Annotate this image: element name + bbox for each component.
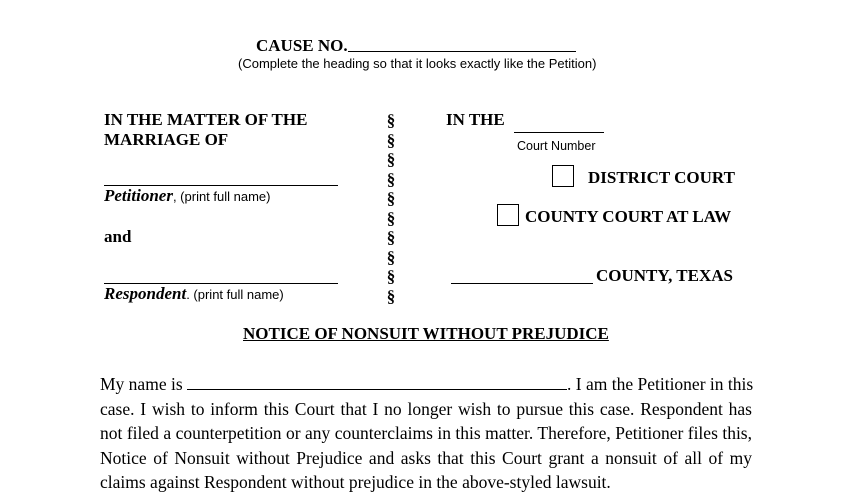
respondent-label-row (104, 284, 284, 304)
county-texas-label: COUNTY, TEXAS (596, 266, 733, 285)
notice-title: NOTICE OF NONSUIT WITHOUT PREJUDICE (243, 324, 609, 343)
notice-body-text: case. I wish to inform this Court that I no longer wish to pursue this case. Respondent has not filed a counterpetition or any counterclaims in this matter. Therefore, Petitioner files this, Notice of Nonsuit without Prejudice and asks that this Court grant a nonsuit of all of my claims against Respondent without prejudice in the above-styled lawsuit. (100, 398, 752, 492)
notice-body (100, 372, 752, 495)
district-court-label: DISTRICT COURT (588, 168, 735, 187)
in-the-label: IN THE (446, 110, 505, 129)
petitioner-label: Petitioner (104, 186, 173, 205)
county-court-checkbox[interactable] (497, 204, 519, 226)
county-name-field[interactable] (451, 283, 593, 284)
district-court-checkbox[interactable] (552, 165, 574, 187)
court-number-field[interactable] (514, 132, 604, 133)
section-symbol: § (386, 208, 396, 228)
section-symbol: § (386, 111, 396, 130)
petitioner-hint: , (print full name) (172, 189, 271, 204)
petitioner-label-row (104, 186, 271, 206)
section-symbol: § (386, 267, 396, 286)
section-divider (384, 111, 398, 306)
and-label: and (104, 227, 132, 246)
section-symbol: § (386, 150, 396, 169)
section-symbol: § (386, 228, 396, 247)
court-number-label: Court Number (517, 139, 596, 153)
name-prefix: My name is (100, 374, 183, 394)
respondent-label: Respondent (104, 284, 187, 303)
name-suffix: . I am the Petitioner in this (567, 374, 754, 394)
matter-line-1: IN THE MATTER OF THE (104, 110, 308, 129)
petitioner-signature-name-field[interactable] (187, 375, 567, 390)
respondent-hint: . (print full name) (186, 287, 284, 302)
matter-line-2: MARRIAGE OF (104, 130, 229, 149)
cause-no-field[interactable] (348, 51, 576, 52)
section-symbol: § (386, 169, 396, 189)
section-symbol: § (386, 286, 396, 306)
section-symbol: § (386, 247, 396, 267)
heading-instruction: (Complete the heading so that it looks exactly like the Petition) (238, 56, 597, 71)
section-symbol: § (386, 130, 396, 150)
section-symbol: § (386, 189, 396, 208)
cause-no-label: CAUSE NO. (256, 36, 348, 55)
county-court-label: COUNTY COURT AT LAW (525, 207, 732, 226)
